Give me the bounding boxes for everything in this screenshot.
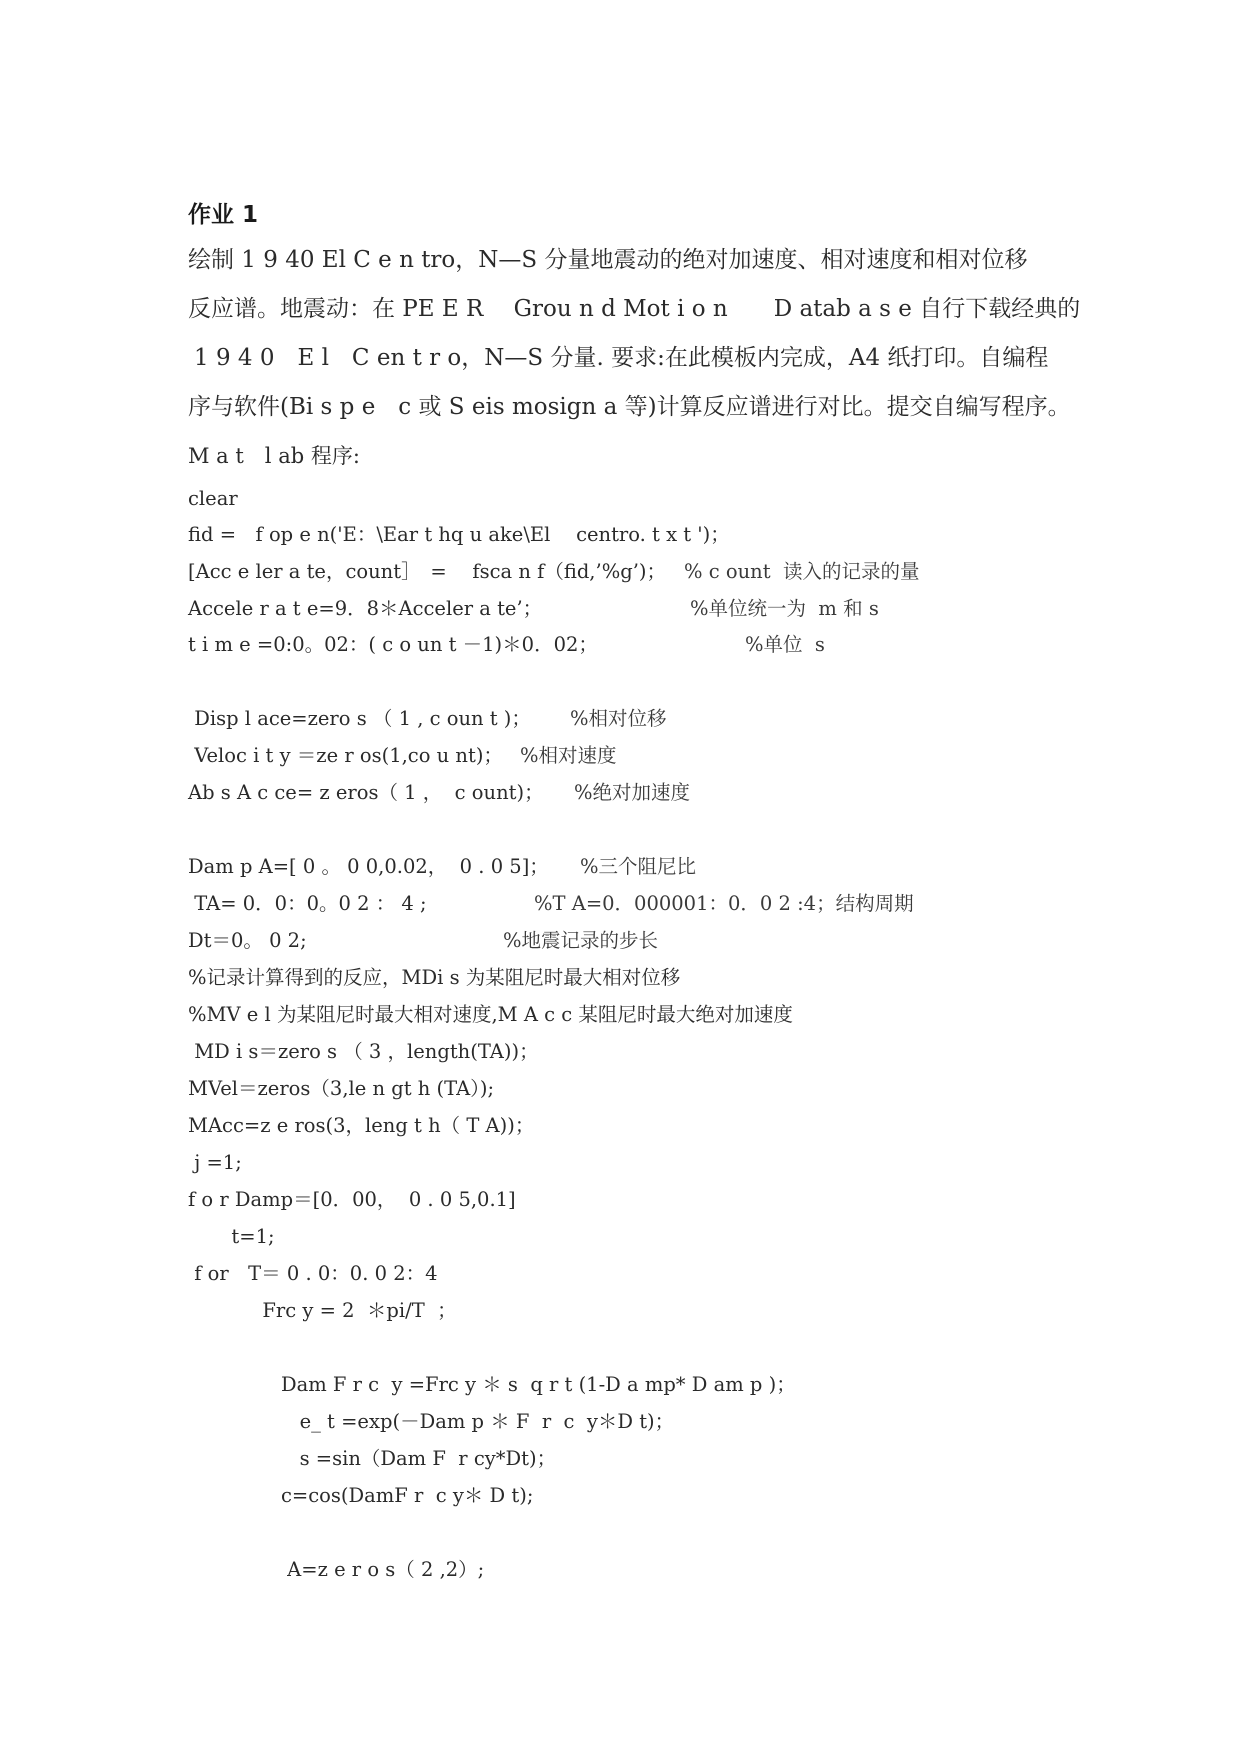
code-line: j =1; [188, 1151, 242, 1174]
intro-line-1: 绘制 1 9 40 El C e n tro，N—S 分量地震动的绝对加速度、相对速度和相对位移 [188, 247, 1028, 273]
code-line: MVel＝zeros（3,le n gt h (TA）); [188, 1077, 495, 1100]
intro-line-4: 序与软件(Bi s p e c 或 S eis mosign a 等)计算反应谱进行对比。提交自编写程序。 [188, 394, 1071, 420]
code-line: Ab s A c ce= z eros（ 1 ， c ount)； [188, 781, 544, 804]
code-comment: %T A=0．000001：0．0 2 :4；结构周期 [534, 892, 914, 915]
code-line: s =sin（Dam F r cy*Dt)； [188, 1447, 557, 1470]
code-line: [Acc e ler a te，count］ = fsca n f（fid,’%g’)； [188, 560, 667, 583]
code-line: MD i s＝zero s （ 3 ，length(TA))； [188, 1040, 539, 1063]
code-line: t i m e =0:0。02：( c o un t －1)＊0．02； [188, 633, 598, 656]
code-comment: %绝对加速度 [574, 781, 691, 804]
code-comment: %地震记录的步长 [503, 929, 659, 952]
code-line: f o r Damp＝[0．00， 0 . 0 5,0.1] [188, 1188, 516, 1211]
code-line: %MV e l 为某阻尼时最大相对速度,M A c c 某阻尼时最大绝对加速度 [188, 1003, 793, 1026]
code-line: clear [188, 487, 238, 510]
code-line: f or T＝ 0 . 0：0. 0 2：4 [188, 1262, 438, 1285]
code-line: e_ t =exp(－Dam p ＊ F r c y＊D t)； [188, 1410, 675, 1433]
code-line: A=z e r o s（ 2 ,2）; [188, 1558, 485, 1581]
code-line: Accele r a t e=9．8＊Acceler a te’； [188, 597, 543, 620]
code-line: Dam p A=[ 0 。 0 0,0.02， 0 . 0 5]； [188, 855, 549, 878]
intro-line-2: 反应谱。地震动：在 PE E R Grou n d Mot i o n D atab a s e 自行下载经典的 [188, 296, 1081, 322]
code-line: %记录计算得到的反应，MDi s 为某阻尼时最大相对位移 [188, 966, 681, 989]
code-comment: %三个阻尼比 [580, 855, 697, 878]
assignment-heading: 作业 1 [188, 202, 259, 228]
code-line: Dam F r c y =Frc y ＊ s q r t (1-D a mp* D am p )； [188, 1373, 796, 1396]
code-line: fid = f op e n('E：\Ear t hq u ake\El centro. t x t ')； [188, 523, 730, 546]
code-line: MAcc=z e ros(3，leng t h（ T A))； [188, 1114, 535, 1137]
code-line: Frc y = 2 ＊pi/T ； [188, 1299, 457, 1322]
code-line: t=1; [188, 1225, 275, 1248]
intro-line-3: 1 9 4 0 E l C en t r o，N—S 分量. 要求:在此模板内完成，A4 纸打印。自编程 [194, 345, 1049, 371]
code-comment: %单位统一为 m 和 s [690, 597, 879, 620]
intro-line-5: M a t l ab 程序: [188, 444, 360, 468]
code-line: Veloc i t y ＝ze r os(1,co u nt)； [188, 744, 503, 767]
code-line: Disp l ace=zero s （ 1 , c oun t )； [188, 707, 531, 730]
code-line: c=cos(DamF r c y＊ D t); [188, 1484, 534, 1507]
code-line: TA= 0．0：0。0 2 ： 4 ; [188, 892, 427, 915]
code-line: Dt＝0。 0 2; [188, 929, 307, 952]
code-comment: %相对速度 [520, 744, 617, 767]
code-comment: %单位 s [745, 633, 825, 656]
code-comment: %相对位移 [570, 707, 667, 730]
code-comment: % c ount 读入的记录的量 [684, 560, 920, 583]
